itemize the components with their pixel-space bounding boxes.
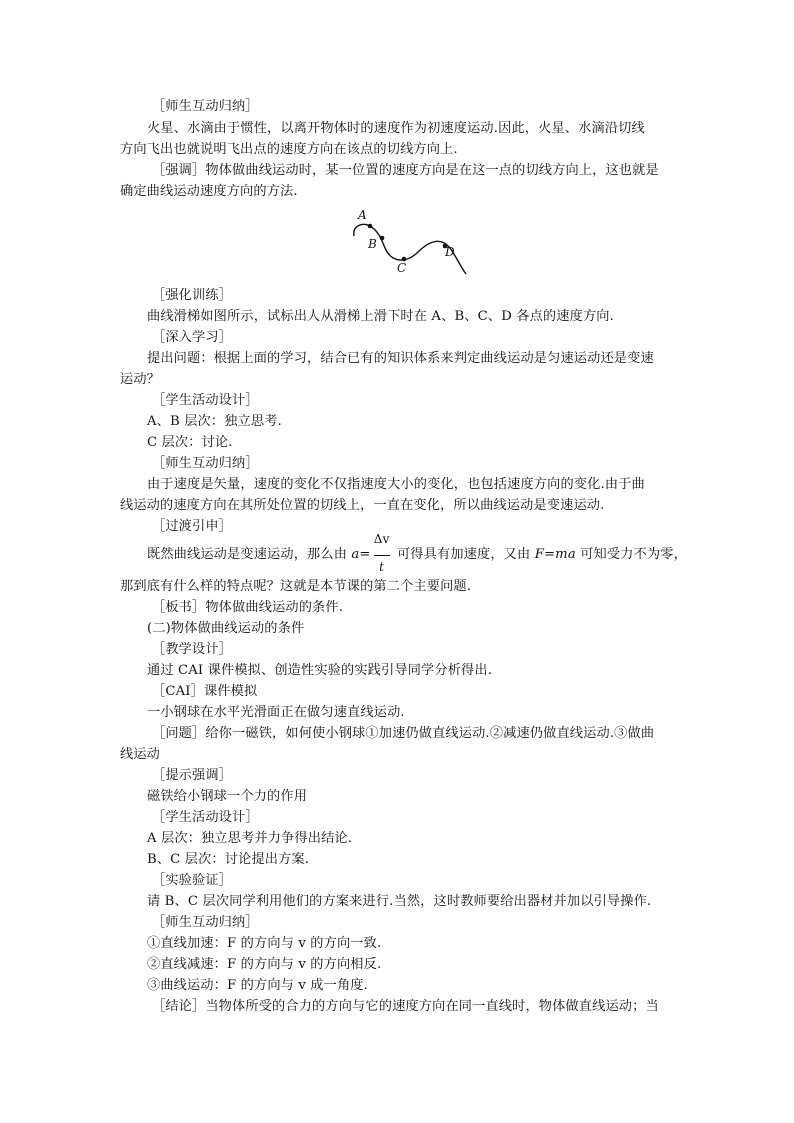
section-heading: ［师生互动归纳］ xyxy=(152,915,259,930)
section-heading: ［学生活动设计］ xyxy=(152,393,259,408)
paragraph-line: 提出问题：根据上面的学习，结合已有的知识体系来判定曲线运动是匀速运动还是变速 xyxy=(147,351,654,366)
section-heading: ［学生活动设计］ xyxy=(152,810,259,825)
section-heading: ［实验验证］ xyxy=(152,873,233,888)
formula-lhs: a= xyxy=(351,547,371,562)
newton-law: F=ma xyxy=(534,547,576,562)
formula-text-middle: 可得具有加速度，又由 xyxy=(392,547,535,562)
list-item: ①直线加速：F 的方向与 v 的方向一致. xyxy=(147,936,382,951)
paragraph-line: 线运动 xyxy=(120,747,161,762)
section-heading: ［师生互动归纳］ xyxy=(152,456,259,471)
point-a-dot xyxy=(368,224,373,229)
section-heading: ［强化训练］ xyxy=(152,288,233,303)
paragraph-line: A、B 层次：独立思考. xyxy=(147,414,282,429)
fraction-bar xyxy=(374,555,390,556)
section-heading: ［师生互动归纳］ xyxy=(152,99,259,114)
paragraph-line: 方向飞出也就说明飞出点的速度方向在该点的切线方向上. xyxy=(120,142,458,157)
section-heading: ［CAI］课件模拟 xyxy=(152,684,258,699)
paragraph-line: C 层次：讨论. xyxy=(147,435,233,450)
paragraph-line: 一小钢球在水平光滑面正在做匀速直线运动. xyxy=(147,705,405,720)
paragraph-line: 线运动的速度方向在其所处位置的切线上，一直在变化，所以曲线运动是变速运动. xyxy=(120,498,605,513)
formula-text-before: 既然曲线运动是变速运动，那么由 xyxy=(147,547,352,562)
fraction-denominator: t xyxy=(379,560,385,574)
paragraph-line: ［问题］给你一磁铁，如何使小钢球①加速仍做直线运动.②减速仍做直线运动.③做曲 xyxy=(152,726,655,741)
subsection-title: (二)物体做曲线运动的条件 xyxy=(147,621,305,636)
paragraph-line: 火星、水滴由于惯性，以离开物体时的速度作为初速度运动.因此，火星、水滴沿切线 xyxy=(147,121,645,136)
paragraph-line: 确定曲线运动速度方向的方法. xyxy=(120,184,298,199)
point-b-dot xyxy=(380,236,385,241)
paragraph-line: ［强调］物体做曲线运动时，某一位置的速度方向是在这一点的切线方向上，这也就是 xyxy=(152,163,659,178)
list-item: ③曲线运动：F 的方向与 v 成一角度. xyxy=(147,978,368,993)
curved-slide-figure xyxy=(346,206,472,278)
section-heading: ［板书］物体做曲线运动的条件. xyxy=(152,600,344,615)
formula-text-after: 可知受力不为零， xyxy=(575,547,687,562)
label-c: C xyxy=(397,261,407,275)
paragraph-line: B、C 层次：讨论提出方案. xyxy=(147,852,310,867)
section-heading: ［深入学习］ xyxy=(152,330,233,345)
paragraph-line: ［结论］当物体所受的合力的方向与它的速度方向在同一直线时，物体做直线运动；当 xyxy=(152,999,659,1014)
paragraph-line: 磁铁给小钢球一个力的作用 xyxy=(147,789,308,804)
fraction-numerator: Δv xyxy=(373,532,390,546)
label-a: A xyxy=(358,208,367,222)
paragraph-line: 那到底有什么样的特点呢？这就是本节课的第二个主要问题. xyxy=(120,579,472,594)
section-heading: ［教学设计］ xyxy=(152,642,233,657)
paragraph-line: 请 B、C 层次同学利用他们的方案来进行.当然，这时教师要给出器材并加以引导操作. xyxy=(147,894,652,909)
paragraph-line: A 层次：独立思考并力争得出结论. xyxy=(147,831,353,846)
list-item: ②直线减速：F 的方向与 v 的方向相反. xyxy=(147,957,382,972)
label-d: D xyxy=(445,245,455,259)
paragraph-line: 由于速度是矢量，速度的变化不仅指速度大小的变化，也包括速度方向的变化.由于曲 xyxy=(147,477,645,492)
section-heading: ［提示强调］ xyxy=(152,768,233,783)
paragraph-line: 通过 CAI 课件模拟、创造性实验的实践引导同学分析得出. xyxy=(147,663,493,678)
section-heading: ［过渡引申］ xyxy=(152,519,233,534)
label-b: B xyxy=(368,237,377,251)
paragraph-line: 运动？ xyxy=(120,372,161,387)
paragraph-line: 曲线滑梯如图所示，试标出人从滑梯上滑下时在 A、B、C、D 各点的速度方向. xyxy=(147,309,614,324)
